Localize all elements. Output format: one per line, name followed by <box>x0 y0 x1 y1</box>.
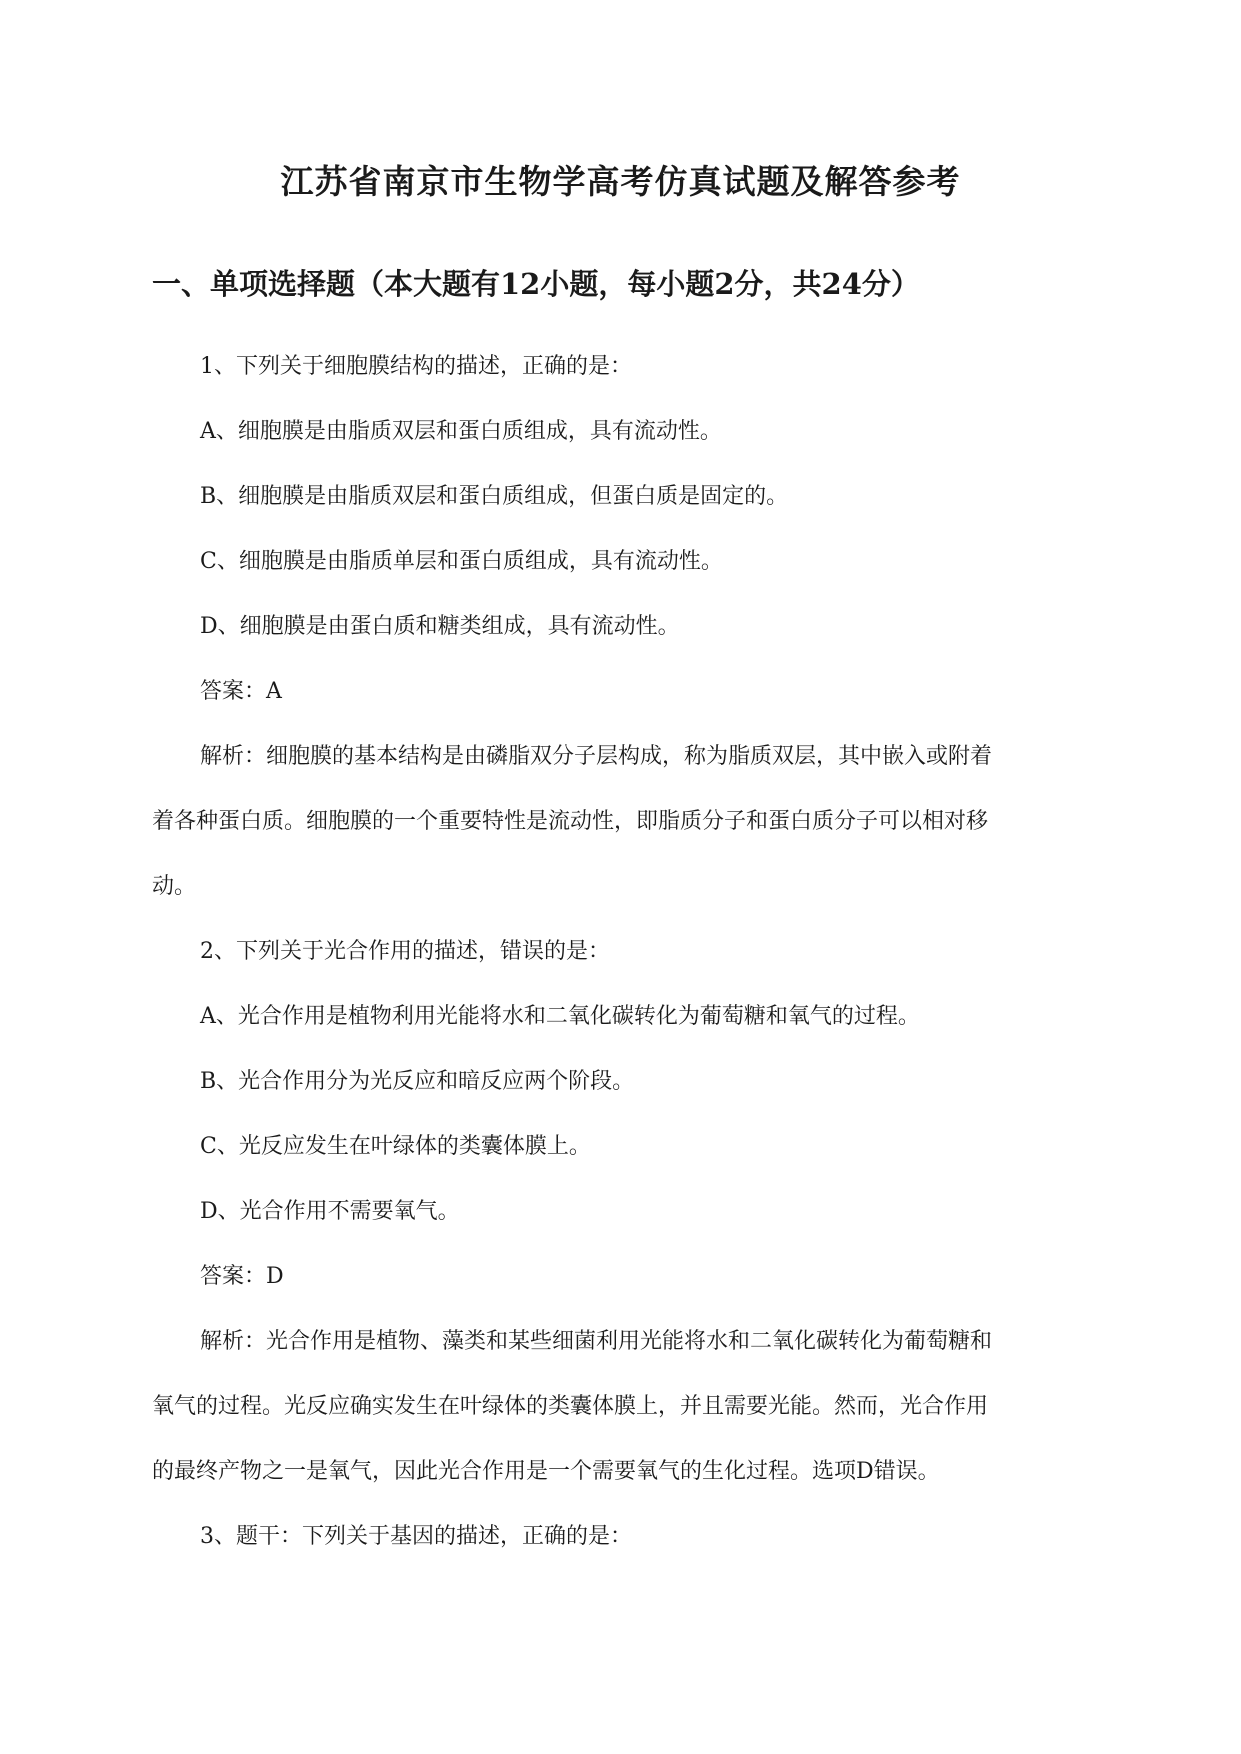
question-2-explanation-line-2: 氧气的过程。光反应确实发生在叶绿体的类囊体膜上，并且需要光能。然而，光合作用 <box>152 1394 989 1419</box>
question-1-explanation-line-2: 着各种蛋白质。细胞膜的一个重要特性是流动性，即脂质分子和蛋白质分子可以相对移 <box>152 809 989 834</box>
question-2-explanation-line-1: 解析：光合作用是植物、藻类和某些细菌利用光能将水和二氧化碳转化为葡萄糖和 <box>200 1329 993 1354</box>
question-2-option-a: A、光合作用是植物利用光能将水和二氧化碳转化为葡萄糖和氧气的过程。 <box>200 1004 920 1029</box>
question-1-option-a: A、细胞膜是由脂质双层和蛋白质组成，具有流动性。 <box>200 419 722 444</box>
question-2-option-c: C、光反应发生在叶绿体的类囊体膜上。 <box>200 1134 591 1159</box>
question-1-answer: 答案：A <box>200 679 282 704</box>
question-1-option-c: C、细胞膜是由脂质单层和蛋白质组成，具有流动性。 <box>200 549 723 574</box>
question-2-answer: 答案：D <box>200 1264 284 1289</box>
question-1-option-b: B、细胞膜是由脂质双层和蛋白质组成，但蛋白质是固定的。 <box>200 484 789 509</box>
question-1-explanation-line-3: 动。 <box>152 874 197 899</box>
question-2-explanation-line-3: 的最终产物之一是氧气，因此光合作用是一个需要氧气的生化过程。选项D错误。 <box>152 1459 940 1484</box>
section-heading: 一、单项选择题（本大题有12小题，每小题2分，共24分） <box>152 267 920 301</box>
question-2-option-d: D、光合作用不需要氧气。 <box>200 1199 460 1224</box>
document-title: 江苏省南京市生物学高考仿真试题及解答参考 <box>280 162 961 201</box>
question-1-stem: 1、下列关于细胞膜结构的描述，正确的是： <box>200 354 632 379</box>
question-1-explanation-line-1: 解析：细胞膜的基本结构是由磷脂双分子层构成，称为脂质双层，其中嵌入或附着 <box>200 744 993 769</box>
question-3-stem: 3、题干：下列关于基因的描述，正确的是： <box>200 1524 632 1549</box>
question-2-stem: 2、下列关于光合作用的描述，错误的是： <box>200 939 610 964</box>
question-2-option-b: B、光合作用分为光反应和暗反应两个阶段。 <box>200 1069 635 1094</box>
question-1-option-d: D、细胞膜是由蛋白质和糖类组成，具有流动性。 <box>200 614 680 639</box>
